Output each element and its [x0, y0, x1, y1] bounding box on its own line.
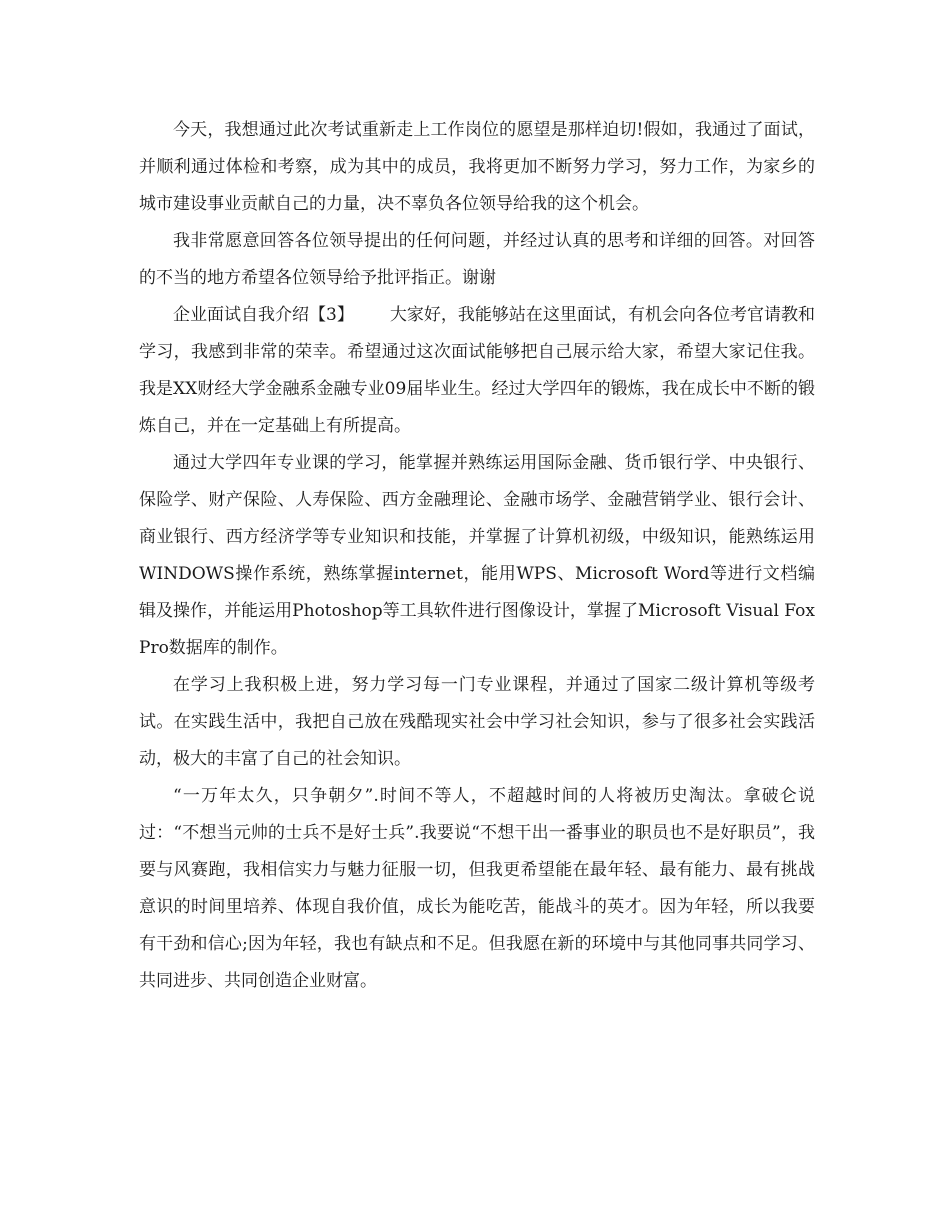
document-body [139, 112, 815, 1000]
paragraph-study: 在学习上我积极上进，努力学习每一门专业课程，并通过了国家二级计算机等级考试。在实践生活中，我把自己放在残酷现实社会中学习社会知识，参与了很多社会实践活动，极大的丰富了自己的社会知识。 [139, 675, 815, 769]
section-paragraph [139, 297, 815, 445]
section-heading: 企业面试自我介绍【3】 [173, 305, 354, 325]
paragraph-skills: 通过大学四年专业课的学习，能掌握并熟练运用国际金融、货币银行学、中央银行、保险学、财产保险、人寿保险、西方金融理论、金融市场学、金融营销学业、银行会计、商业银行、西方经济学等专业知识和技能，并掌握了计算机初级，中级知识，能熟练运用WINDOWS操作系统，熟练掌握internet，能用WPS、Microsoft Word等进行文档编辑及操作，并能运用Photoshop等工具软件进行图像设计，掌握了Microsoft Visual FoxPro数据库的制作。 [139, 453, 815, 658]
paragraph-closing: “一万年太久，只争朝夕”.时间不等人，不超越时间的人将被历史淘汰。拿破仑说过：“不想当元帅的士兵不是好士兵”.我要说“不想干出一番事业的职员也不是好职员”，我要与风赛跑，我相信实力与魅力征服一切，但我更希望能在最年轻、最有能力、最有挑战意识的时间里培养、体现自我价值，成长为能吃苦，能战斗的英才。因为年轻，所以我要有干劲和信心;因为年轻，我也有缺点和不足。但我愿在新的环境中与其他同事共同学习、共同进步、共同创造企业财富。 [139, 786, 815, 991]
paragraph-2: 我非常愿意回答各位领导提出的任何问题，并经过认真的思考和详细的回答。对回答的不当的地方希望各位领导给予批评指正。谢谢 [139, 231, 815, 288]
paragraph-1: 今天，我想通过此次考试重新走上工作岗位的愿望是那样迫切!假如，我通过了面试，并顺利通过体检和考察，成为其中的成员，我将更加不断努力学习，努力工作，为家乡的城市建设事业贡献自己的力量，决不辜负各位领导给我的这个机会。 [139, 120, 815, 214]
section-first-paragraph: 大家好，我能够站在这里面试，有机会向各位考官请教和学习，我感到非常的荣幸。希望通过这次面试能够把自己展示给大家，希望大家记住我。我是XX财经大学金融系金融专业09届毕业生。经过大学四年的锻炼，我在成长中不断的锻炼自己，并在一定基础上有所提高。 [139, 305, 815, 436]
